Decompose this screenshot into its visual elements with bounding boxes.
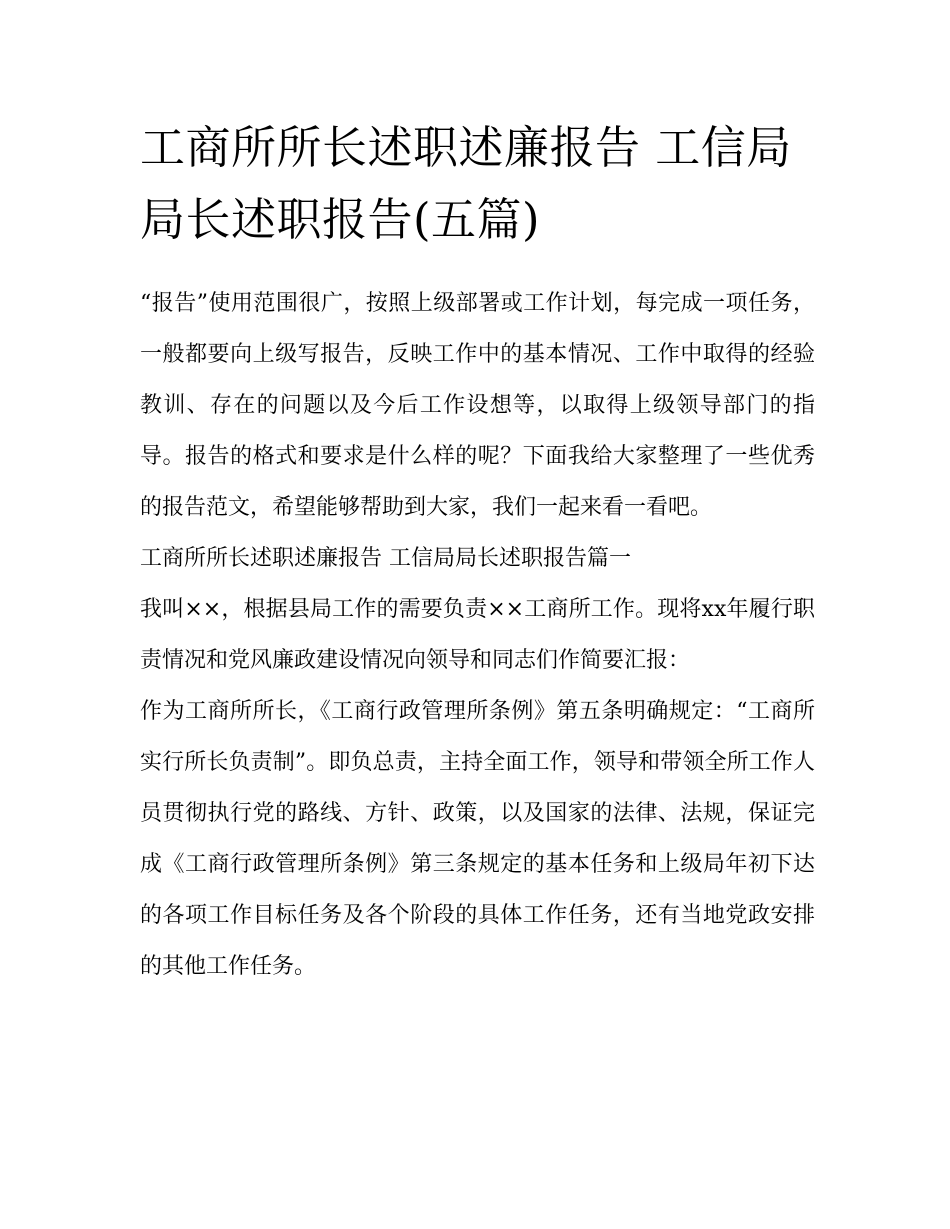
document-title: 工商所所长述职述廉报告 工信局局长述职报告(五篇) — [140, 121, 792, 246]
duty-paragraph: 作为工商所所长，《工商行政管理所条例》第五条明确规定：“工商所实行所长负责制”。即负总责，主持全面工作，领导和带领全所工作人员贯彻执行党的路线、方针、政策，以及国家的法律、法规，保证完成《工商行政管理所条例》第三条规定的基本任务和上级局年初下达的各项工作目标任务及各个阶段的具体工作任务，还有当地党政安排的其他工作任务。 — [140, 699, 815, 979]
section-heading: 工商所所长述职述廉报告 工信局局长述职报告篇一 — [140, 546, 631, 571]
document-body — [140, 278, 815, 992]
intro-paragraph: “报告”使用范围很广，按照上级部署或工作计划，每完成一项任务，一般都要向上级写报告，反映工作中的基本情况、工作中取得的经验教训、存在的问题以及今后工作设想等，以取得上级领导部门的指导。报告的格式和要求是什么样的呢？下面我给大家整理了一些优秀的报告范文，希望能够帮助到大家，我们一起来看一看吧。 — [140, 291, 815, 520]
opening-paragraph: 我叫××，根据县局工作的需要负责××工商所工作。现将xx年履行职责情况和党风廉政建设情况向领导和同志们作简要汇报： — [140, 597, 815, 673]
